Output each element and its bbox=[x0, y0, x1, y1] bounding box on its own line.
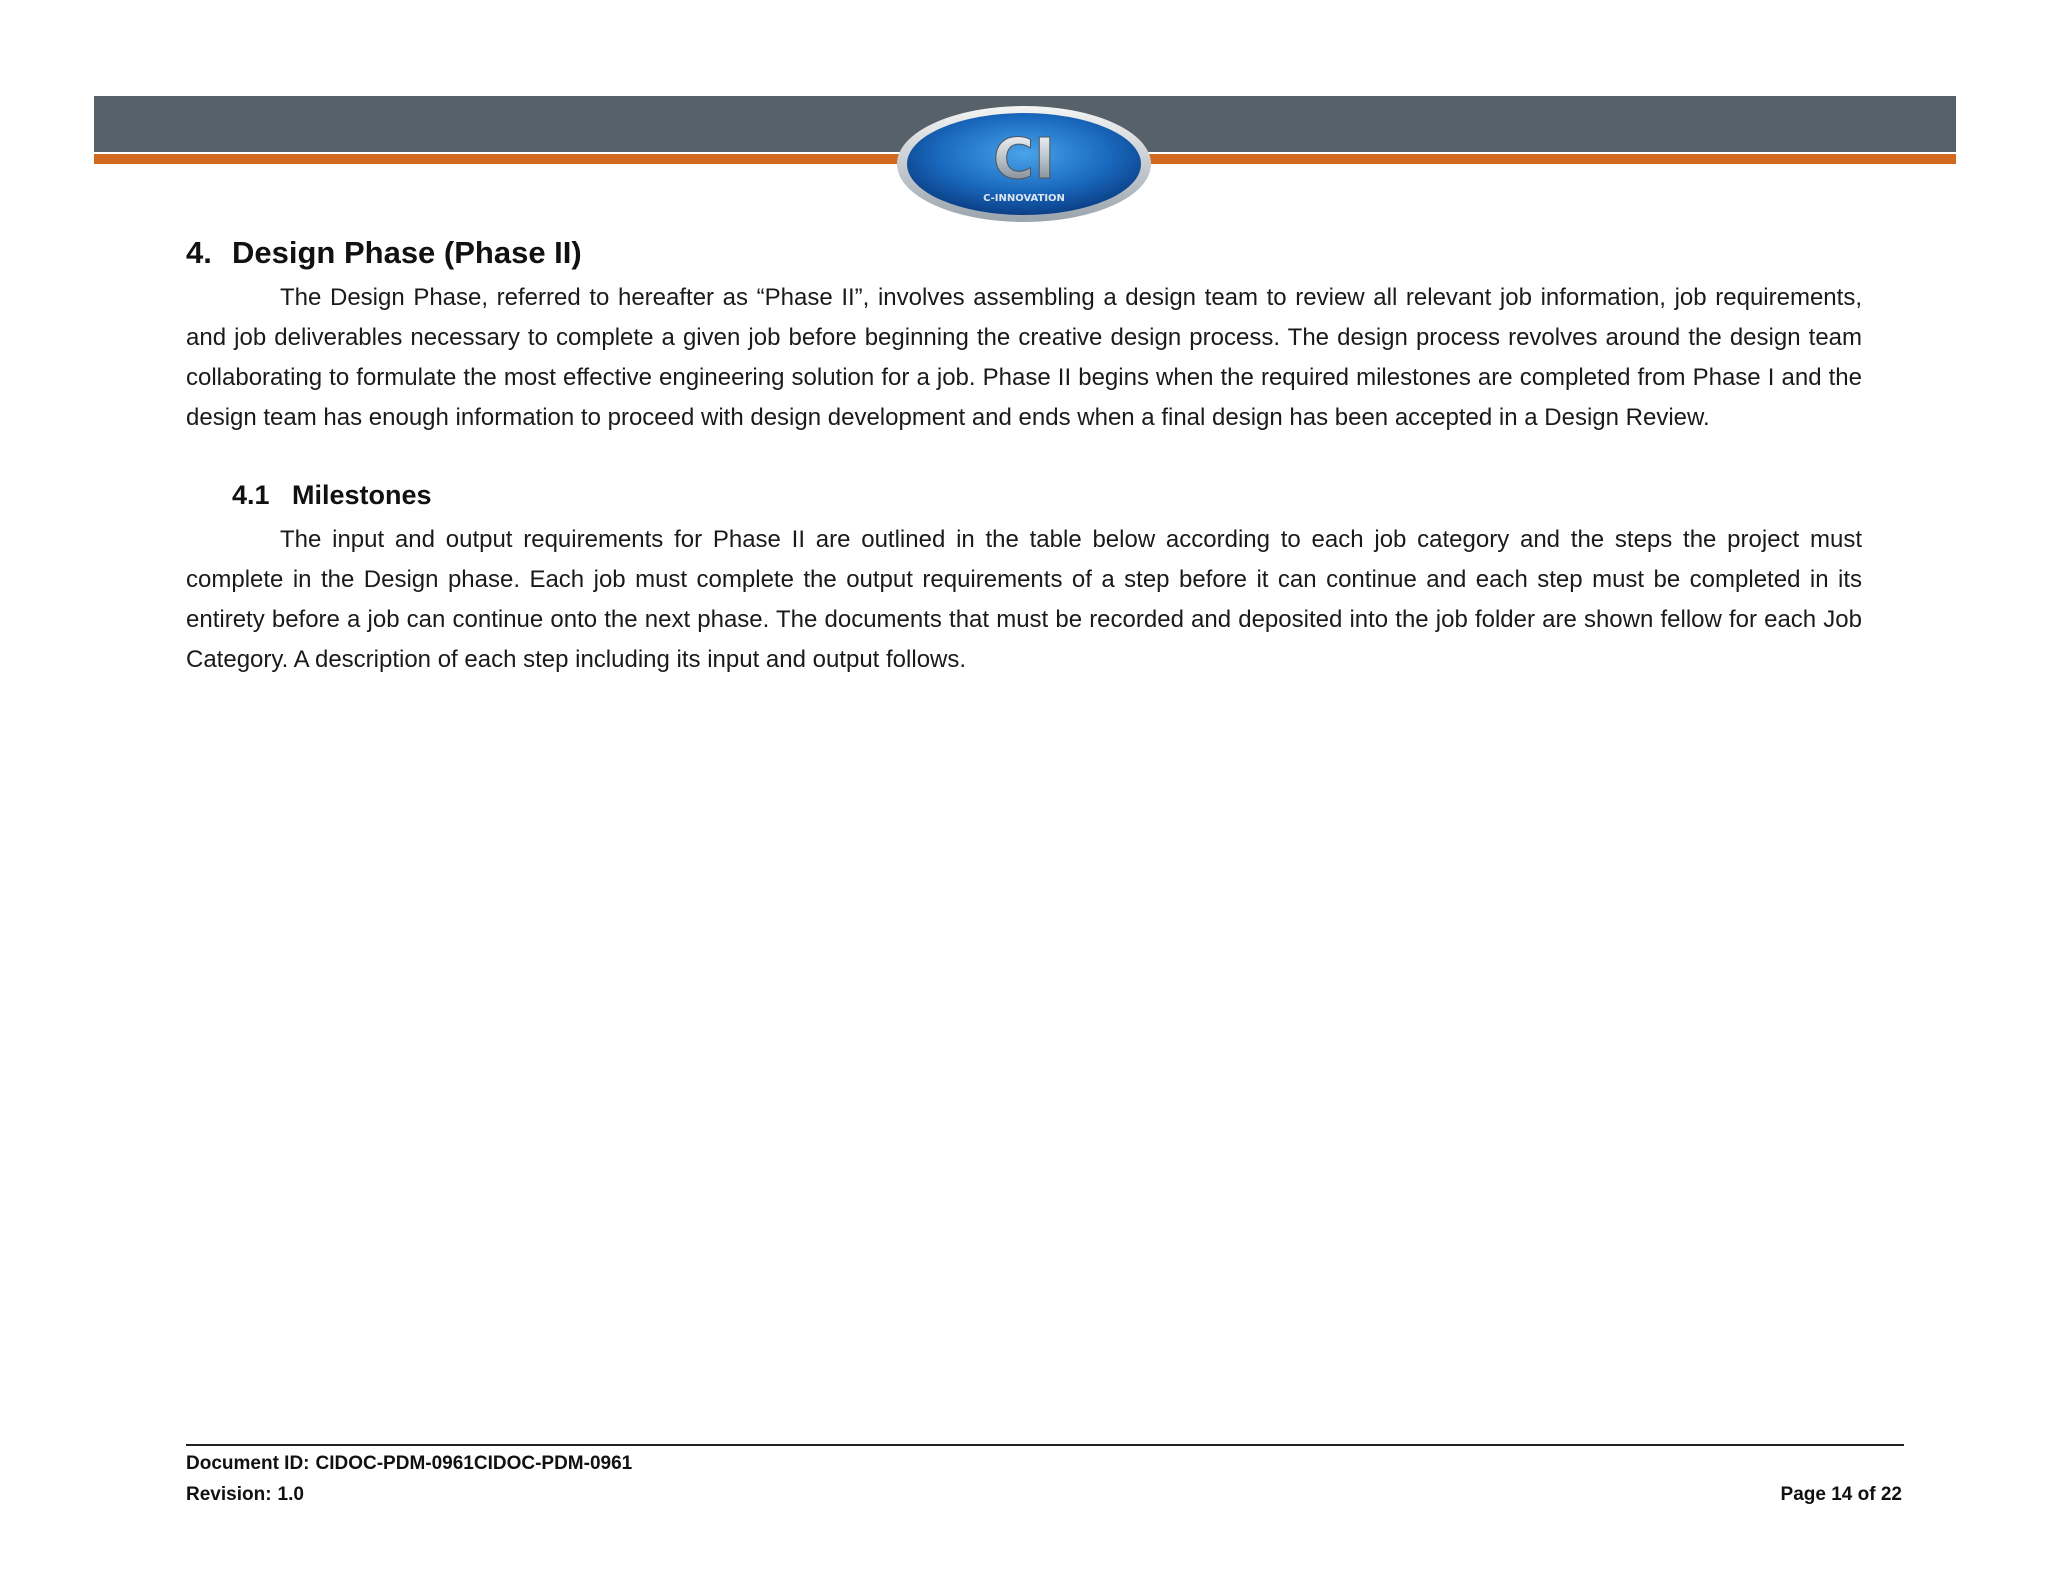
subsection-title: Milestones bbox=[292, 480, 432, 510]
revision-line bbox=[186, 1479, 632, 1510]
revision-label: Revision: bbox=[186, 1484, 272, 1505]
document-id-label: Document ID: bbox=[186, 1453, 310, 1474]
subsection-paragraph: The input and output requirements for Phase II are outlined in the table below according to each job category and the steps the project must complete in the Design phase. Each job must complete the output requirements of a step before it can continue and each step must be completed in its entirety before a job can continue onto the next phase. The documents that must be recorded and deposited into the job folder are shown fellow for each Job Category. A description of each step including its input and output follows. bbox=[186, 526, 1862, 673]
page-number: Page 14 of 22 bbox=[1780, 1484, 1902, 1505]
section-number: 4. bbox=[186, 235, 212, 270]
section-paragraph: The Design Phase, referred to hereafter as “Phase II”, involves assembling a design team to review all relevant job information, job requirements, and job deliverables necessary to complete a given job before beginning the creative design process. The design process revolves around the design team collaborating to formulate the most effective engineering solution for a job. Phase II begins when the required milestones are completed from Phase I and the design team has enough information to proceed with design development and ends when a final design has been accepted in a Design Review. bbox=[186, 284, 1862, 431]
revision-value: 1.0 bbox=[277, 1484, 304, 1505]
footer-document-info bbox=[186, 1448, 632, 1510]
section-heading bbox=[186, 228, 1862, 278]
subsection-number: 4.1 bbox=[232, 480, 270, 510]
logo-subtext: C-INNOVATION bbox=[983, 193, 1065, 204]
subsection-heading bbox=[232, 470, 1862, 520]
document-body bbox=[186, 228, 1862, 680]
document-id-line bbox=[186, 1448, 632, 1479]
logo-text: CI bbox=[993, 127, 1055, 192]
document-id-value: CIDOC-PDM-0961CIDOC-PDM-0961 bbox=[315, 1453, 633, 1474]
c-innovation-logo-icon bbox=[895, 104, 1153, 224]
footer-divider bbox=[186, 1444, 1904, 1446]
section-title: Design Phase (Phase II) bbox=[232, 235, 582, 270]
